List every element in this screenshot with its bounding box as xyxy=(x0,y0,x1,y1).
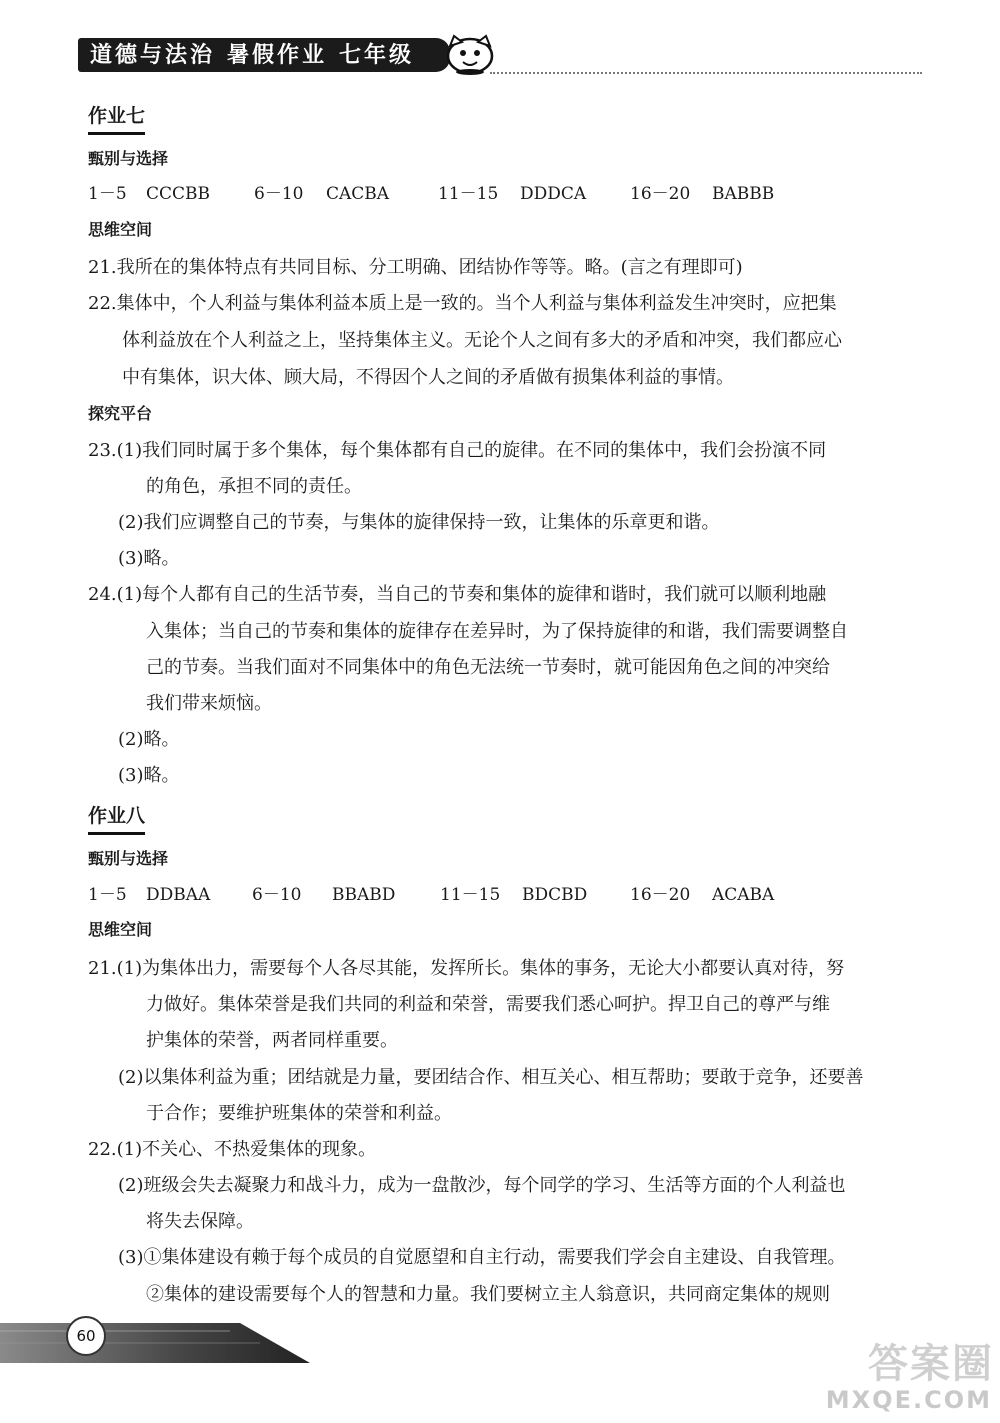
hw7-explore-line: (3)略。 xyxy=(118,765,180,786)
hw7-ans-3: DDDCA xyxy=(520,184,587,204)
hw8-line: 护集体的荣誉，两者同样重要。 xyxy=(146,1030,398,1051)
hw7-ans-4: BABBB xyxy=(712,184,775,204)
hw7-ans-2: CACBA xyxy=(326,184,390,204)
hw7-explore-line: 入集体；当自己的节奏和集体的旋律存在差异时，为了保持旋律的和谐，我们需要调整自 xyxy=(146,621,848,642)
hw8-line: (3)①集体建设有赖于每个成员的自觉愿望和自主行动，需要我们学会自主建设、自我管理。 xyxy=(118,1247,846,1268)
hw7-choice-label: 甄别与选择 xyxy=(88,149,169,168)
hw7-range-3: 11－15 xyxy=(438,184,499,204)
hw7-explore-line: 24.(1)每个人都有自己的生活节奏，当自己的节奏和集体的旋律和谐时，我们就可以顺利地融 xyxy=(88,584,827,605)
hw7-explore-line: (2)我们应调整自己的节奏，与集体的旋律保持一致，让集体的乐章更和谐。 xyxy=(118,512,720,533)
hw8-range-1: 1－5 xyxy=(88,885,127,905)
hw8-ans-3: BDCBD xyxy=(522,885,588,905)
header-book: 暑假作业 xyxy=(227,43,328,68)
hw8-line: 21.(1)为集体出力，需要每个人各尽其能，发挥所长。集体的事务，无论大小都要认真对待，努 xyxy=(88,958,845,979)
hw7-ans-1: CCCBB xyxy=(146,184,211,204)
hw8-range-3: 11－15 xyxy=(440,885,501,905)
header-subject: 道德与法治 xyxy=(90,43,216,68)
header-dotted-rule xyxy=(490,72,922,74)
hw7-line: 中有集体，识大体、顾大局，不得因个人之间的矛盾做有损集体利益的事情。 xyxy=(122,367,734,388)
hw7-explore-line: (3)略。 xyxy=(118,548,180,569)
hw7-line: 21.我所在的集体特点有共同目标、分工明确、团结协作等等。略。(言之有理即可) xyxy=(88,257,743,278)
hw7-line: 22.集体中，个人利益与集体利益本质上是一致的。当个人利益与集体利益发生冲突时，应把集 xyxy=(88,293,837,314)
header-title xyxy=(90,41,426,71)
hw8-thinking-label: 思维空间 xyxy=(88,920,153,939)
hw8-line: (2)以集体利益为重；团结就是力量，要团结合作、相互关心、相互帮助；要敢于竞争，还要善 xyxy=(118,1067,864,1088)
mascot-icon xyxy=(436,32,500,76)
watermark-domain: MXQE.COM xyxy=(825,1386,992,1414)
hw8-ans-4: ACABA xyxy=(712,885,775,905)
hw8-ans-1: DDBAA xyxy=(146,885,211,905)
hw8-line: 将失去保障。 xyxy=(146,1211,254,1232)
hw8-range-2: 6－10 xyxy=(252,885,302,905)
page-number: 60 xyxy=(66,1316,106,1356)
hw8-range-4: 16－20 xyxy=(630,885,691,905)
hw7-explore-line: 我们带来烦恼。 xyxy=(146,693,272,714)
hw7-range-2: 6－10 xyxy=(254,184,304,204)
hw7-explore-line: (2)略。 xyxy=(118,729,180,750)
hw8-line: 力做好。集体荣誉是我们共同的利益和荣誉，需要我们悉心呵护。捍卫自己的尊严与维 xyxy=(146,994,830,1015)
hw7-range-1: 1－5 xyxy=(88,184,127,204)
hw8-line: 22.(1)不关心、不热爱集体的现象。 xyxy=(88,1139,377,1160)
hw7-range-4: 16－20 xyxy=(630,184,691,204)
hw7-thinking-label: 思维空间 xyxy=(88,220,153,239)
watermark-logo: 答案圈 xyxy=(868,1341,994,1387)
footer-band xyxy=(0,1303,310,1363)
hw7-title: 作业七 xyxy=(88,104,145,135)
hw7-explore-label: 探究平台 xyxy=(88,404,153,423)
hw8-line: ②集体的建设需要每个人的智慧和力量。我们要树立主人翁意识，共同商定集体的规则 xyxy=(146,1284,830,1305)
hw8-title: 作业八 xyxy=(88,804,145,835)
hw7-explore-line: 23.(1)我们同时属于多个集体，每个集体都有自己的旋律。在不同的集体中，我们会扮演不同 xyxy=(88,440,827,461)
hw8-choice-label: 甄别与选择 xyxy=(88,849,169,868)
page-header xyxy=(78,32,498,76)
hw7-explore-line: 的角色，承担不同的责任。 xyxy=(146,476,362,497)
hw7-explore-line: 己的节奏。当我们面对不同集体中的角色无法统一节奏时，就可能因角色之间的冲突给 xyxy=(146,657,830,678)
header-grade: 七年级 xyxy=(339,43,415,68)
hw8-ans-2: BBABD xyxy=(332,885,396,905)
hw8-line: 于合作；要维护班集体的荣誉和利益。 xyxy=(146,1103,452,1124)
watermark xyxy=(808,1330,998,1420)
hw8-line: (2)班级会失去凝聚力和战斗力，成为一盘散沙，每个同学的学习、生活等方面的个人利益也 xyxy=(118,1175,846,1196)
hw7-line: 体利益放在个人利益之上，坚持集体主义。无论个人之间有多大的矛盾和冲突，我们都应心 xyxy=(122,330,842,351)
